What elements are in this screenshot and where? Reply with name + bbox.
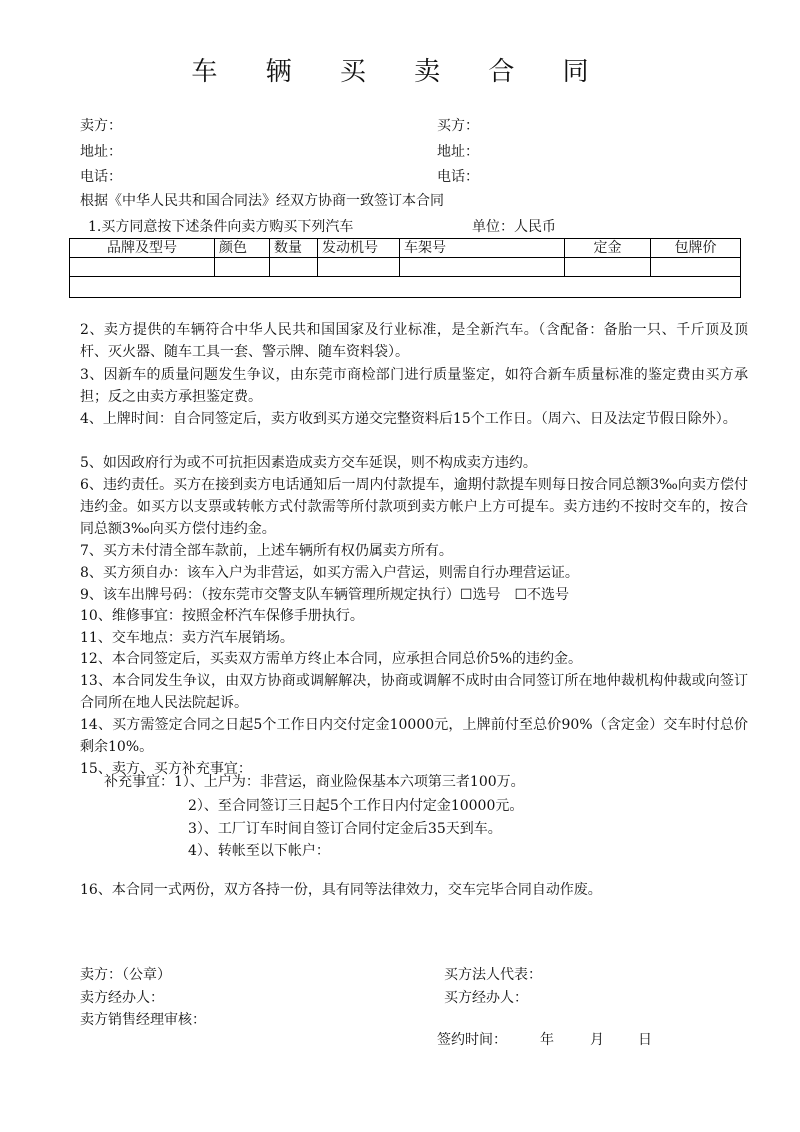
clause-10: 10、维修事宜：按照金杯汽车保修手册执行。 [80, 608, 364, 624]
table-header-cell: 品牌及型号 [70, 239, 215, 258]
buyer-rep-label: 买方法人代表： [444, 967, 542, 983]
seller-seal-label: 卖方：（公章） [80, 967, 171, 983]
supplement-label: 补充事宜： [104, 774, 174, 790]
table-header-cell: 定金 [565, 239, 651, 258]
supplement-item: 3）、工厂订车时间自签订合同付定金后35天到车。 [188, 821, 502, 837]
seller-manager-label: 卖方销售经理审核： [80, 1012, 206, 1028]
clause-11: 11、交车地点：卖方汽车展销场。 [80, 630, 294, 646]
table-header-row [70, 239, 741, 258]
buyer-agent-label: 买方经办人： [444, 990, 528, 1006]
clause-12: 12、本合同签定后，买卖双方需单方终止本合同，应承担合同总价5%的违约金。 [80, 651, 583, 667]
clause-2: 2、卖方提供的车辆符合中华人民共和国国家及行业标准，是全新汽车。（含配备：备胎一只、千斤顶及顶杆、灭火器、随车工具一套、警示牌、随车资料袋）。 [80, 322, 748, 360]
seller-phone-label: 电话： [80, 169, 122, 185]
clause-16: 16、本合同一式两份，双方各持一份，具有同等法律效力，交车完毕合同自动作废。 [80, 882, 602, 898]
seller-agent-label: 卖方经办人： [80, 990, 164, 1006]
clause-4: 4、上牌时间：自合同签定后，卖方收到买方递交完整资料后15个工作日。（周六、日及法定节假日除外）。 [80, 411, 737, 427]
clause-3: 3、因新车的质量问题发生争议，由东莞市商检部门进行质量鉴定，如符合新车质量标准的鉴定费由买方承担；反之由卖方承担鉴定费。 [80, 367, 748, 405]
supplement-item: 2）、至合同签订三日起5个工作日内付定金10000元。 [188, 798, 524, 814]
table-cell [270, 258, 318, 277]
table-row [70, 258, 741, 277]
table-cell [70, 277, 741, 298]
seller-address-label: 地址： [80, 144, 122, 160]
seller-label: 卖方： [80, 118, 122, 134]
clause-5: 5、如因政府行为或不可抗拒因素造成卖方交车延误，则不构成卖方违约。 [80, 455, 537, 471]
day-label: 日 [638, 1032, 652, 1048]
sign-time-label: 签约时间： [437, 1032, 507, 1048]
table-cell [400, 258, 565, 277]
vehicle-table [69, 238, 741, 298]
table-cell [651, 258, 741, 277]
clause-8: 8、买方须自办：该车入户为非营运，如买方需入户营运，则需自行办理营运证。 [80, 565, 579, 581]
clause-1-text: 1.买方同意按下述条件向卖方购买下列汽车 [88, 219, 354, 235]
contract-title: 车 辆 买 卖 合 同 [191, 57, 609, 87]
supplement-item: 1）、上户为：非营运，商业险保基本六项第三者100万。 [174, 774, 525, 790]
currency-unit: 单位：人民币 [472, 219, 556, 235]
table-header-cell: 颜色 [215, 239, 270, 258]
buyer-label: 买方： [437, 118, 479, 134]
table-header-cell: 数量 [270, 239, 318, 258]
table-cell [318, 258, 400, 277]
table-cell [565, 258, 651, 277]
table-cell [70, 258, 215, 277]
clause-15: 15、卖方、买方补充事宜： [80, 761, 252, 777]
clause-7: 7、买方未付清全部车款前，上述车辆所有权仍属卖方所有。 [80, 543, 453, 559]
clause-14: 14、买方需签定合同之日起5个工作日内交付定金10000元，上牌前付至总价90%（含定金）交车时付总价剩余10%。 [80, 717, 748, 755]
clause-6: 6、违约责任。买方在接到卖方电话通知后一周内付款提车，逾期付款提车则每日按合同总额3‰向卖方偿付违约金。如买方以支票或转帐方式付款需等所付款项到卖方帐户上方可提车。卖方违约不按时交车的，按合同总额3‰向买方偿付违约金。 [80, 477, 748, 537]
table-header-cell: 发动机号 [318, 239, 400, 258]
month-label: 月 [590, 1032, 604, 1048]
table-cell [215, 258, 270, 277]
clause-9: 9、该车出牌号码：（按东莞市交警支队车辆管理所规定执行）☐选号 ☐不选号 [80, 587, 570, 603]
year-label: 年 [540, 1032, 554, 1048]
table-row [70, 277, 741, 298]
table-header-cell: 包牌价 [651, 239, 741, 258]
buyer-phone-label: 电话： [437, 169, 479, 185]
clause-13: 13、本合同发生争议，由双方协商或调解解决，协商或调解不成时由合同签订所在地仲裁机构仲裁或向签订合同所在地人民法院起诉。 [80, 673, 748, 711]
buyer-address-label: 地址： [437, 144, 479, 160]
preamble: 根据《中华人民共和国合同法》经双方协商一致签订本合同 [80, 193, 444, 209]
table-header-cell: 车架号 [400, 239, 565, 258]
supplement-item: 4）、转帐至以下帐户： [188, 843, 330, 859]
